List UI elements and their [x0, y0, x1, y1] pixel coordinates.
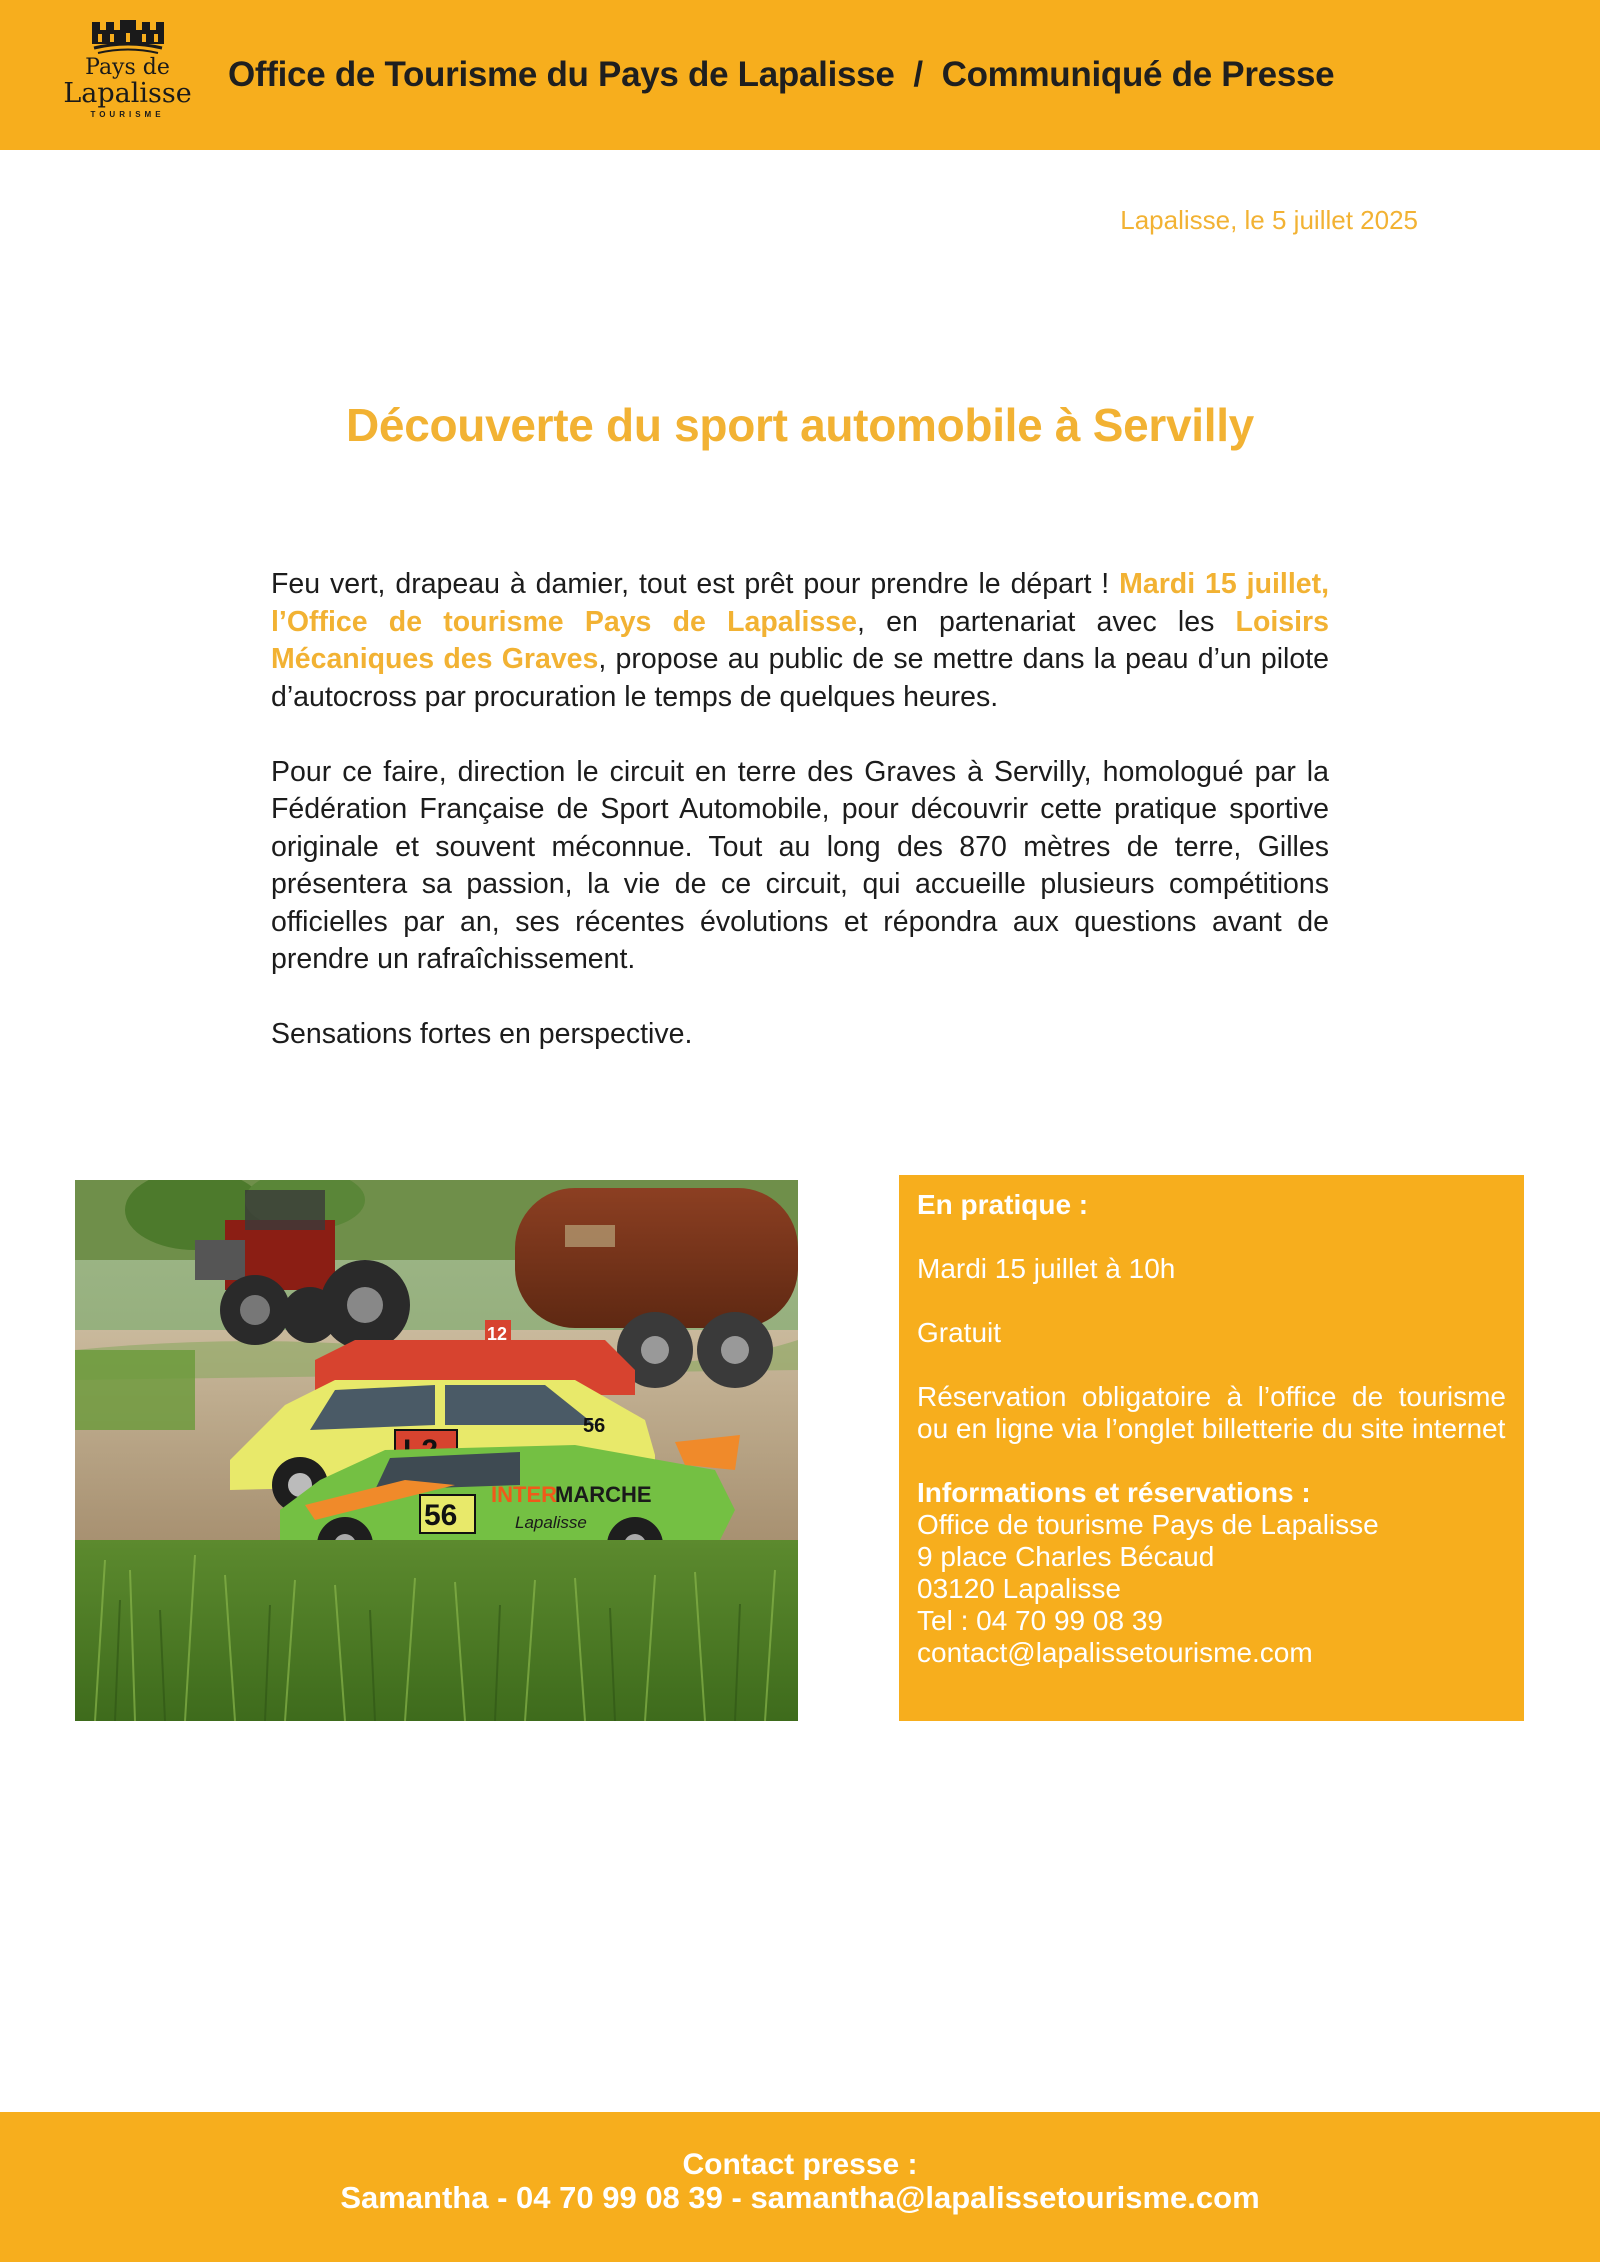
headline: Découverte du sport automobile à Servilly [346, 399, 1254, 451]
footer-bar [0, 2112, 1600, 2262]
paragraph-intro [271, 566, 1329, 716]
intro-text: Feu vert, drapeau à damier, tout est prêt pour prendre le départ ! [271, 568, 1120, 600]
info-email: contact@lapalissetourisme.com [917, 1637, 1313, 1668]
logo-text-line3: TOURISME [90, 110, 165, 119]
car-back-number: 12 [487, 1324, 508, 1344]
info-price: Gratuit [917, 1317, 1002, 1348]
footer-contact-details: Samantha - 04 70 99 08 39 - samantha@lapalissetourisme.com [340, 2180, 1260, 2215]
info-city: 03120 Lapalisse [917, 1573, 1121, 1604]
car-front-number: 56 [424, 1499, 458, 1532]
header-bar [0, 0, 1600, 150]
header-title: Office de Tourisme du Pays de Lapalisse / Communiqué de Presse [228, 55, 1335, 94]
logo [63, 20, 192, 132]
info-heading: En pratique : [917, 1189, 1089, 1220]
info-date: Mardi 15 juillet à 10h [917, 1253, 1176, 1284]
intro-text-3: , propose au public de se mettre dans la peau d’un pilote d’autocross par procuration le temps de quelques heures. [271, 643, 1329, 713]
dateline: Lapalisse, le 5 juillet 2025 [1120, 205, 1418, 235]
paragraph-closing: Sensations fortes en perspective. [271, 1018, 693, 1050]
practical-info-box [899, 1175, 1524, 1721]
info-org: Office de tourisme Pays de Lapalisse [917, 1509, 1379, 1540]
article-body [271, 566, 1329, 1091]
intro-text-2: , en partenariat avec les [857, 605, 1236, 638]
footer-contact-label: Contact presse : [682, 2148, 918, 2181]
logo-text-line2: Lapalisse [63, 78, 192, 109]
autocross-photo [75, 1180, 798, 1721]
info-contact-heading: Informations et réservations : [917, 1477, 1311, 1508]
highlight-partner: Loisirs Mécaniques des Graves [271, 605, 1329, 675]
highlight-date-office: Mardi 15 juillet, l’Office de tourisme Pays de Lapalisse [271, 568, 1329, 638]
car-front-sponsor-a: INTER [491, 1482, 557, 1507]
castle-icon [90, 20, 166, 54]
car-front-sponsor-c: Lapalisse [515, 1513, 587, 1532]
info-phone: Tel : 04 70 99 08 39 [917, 1605, 1163, 1636]
car-front-sponsor-b: MARCHE [555, 1482, 652, 1507]
autocross-cars-image [75, 1180, 798, 1721]
paragraph-details: Pour ce faire, direction le circuit en terre des Graves à Servilly, homologué par la Fédération Française de Sport Automobile, pour découvrir cette pratique sportive originale et souvent méconnue. Tout au long des 870 mètres de terre, Gilles présentera sa passion, la vie de ce circuit, qui accueille plusieurs compétitions officielles par an, ses récentes évolutions et répondra aux questions avant de prendre un rafraîchissement. [271, 755, 1329, 975]
logo-text-line1: Pays de [85, 55, 170, 80]
car-middle-side-number: 56 [583, 1415, 606, 1437]
info-reservation: Réservation obligatoire à l’office de tourisme ou en ligne via l’onglet billetterie du site internet [917, 1381, 1506, 1444]
info-address: 9 place Charles Bécaud [917, 1541, 1215, 1572]
